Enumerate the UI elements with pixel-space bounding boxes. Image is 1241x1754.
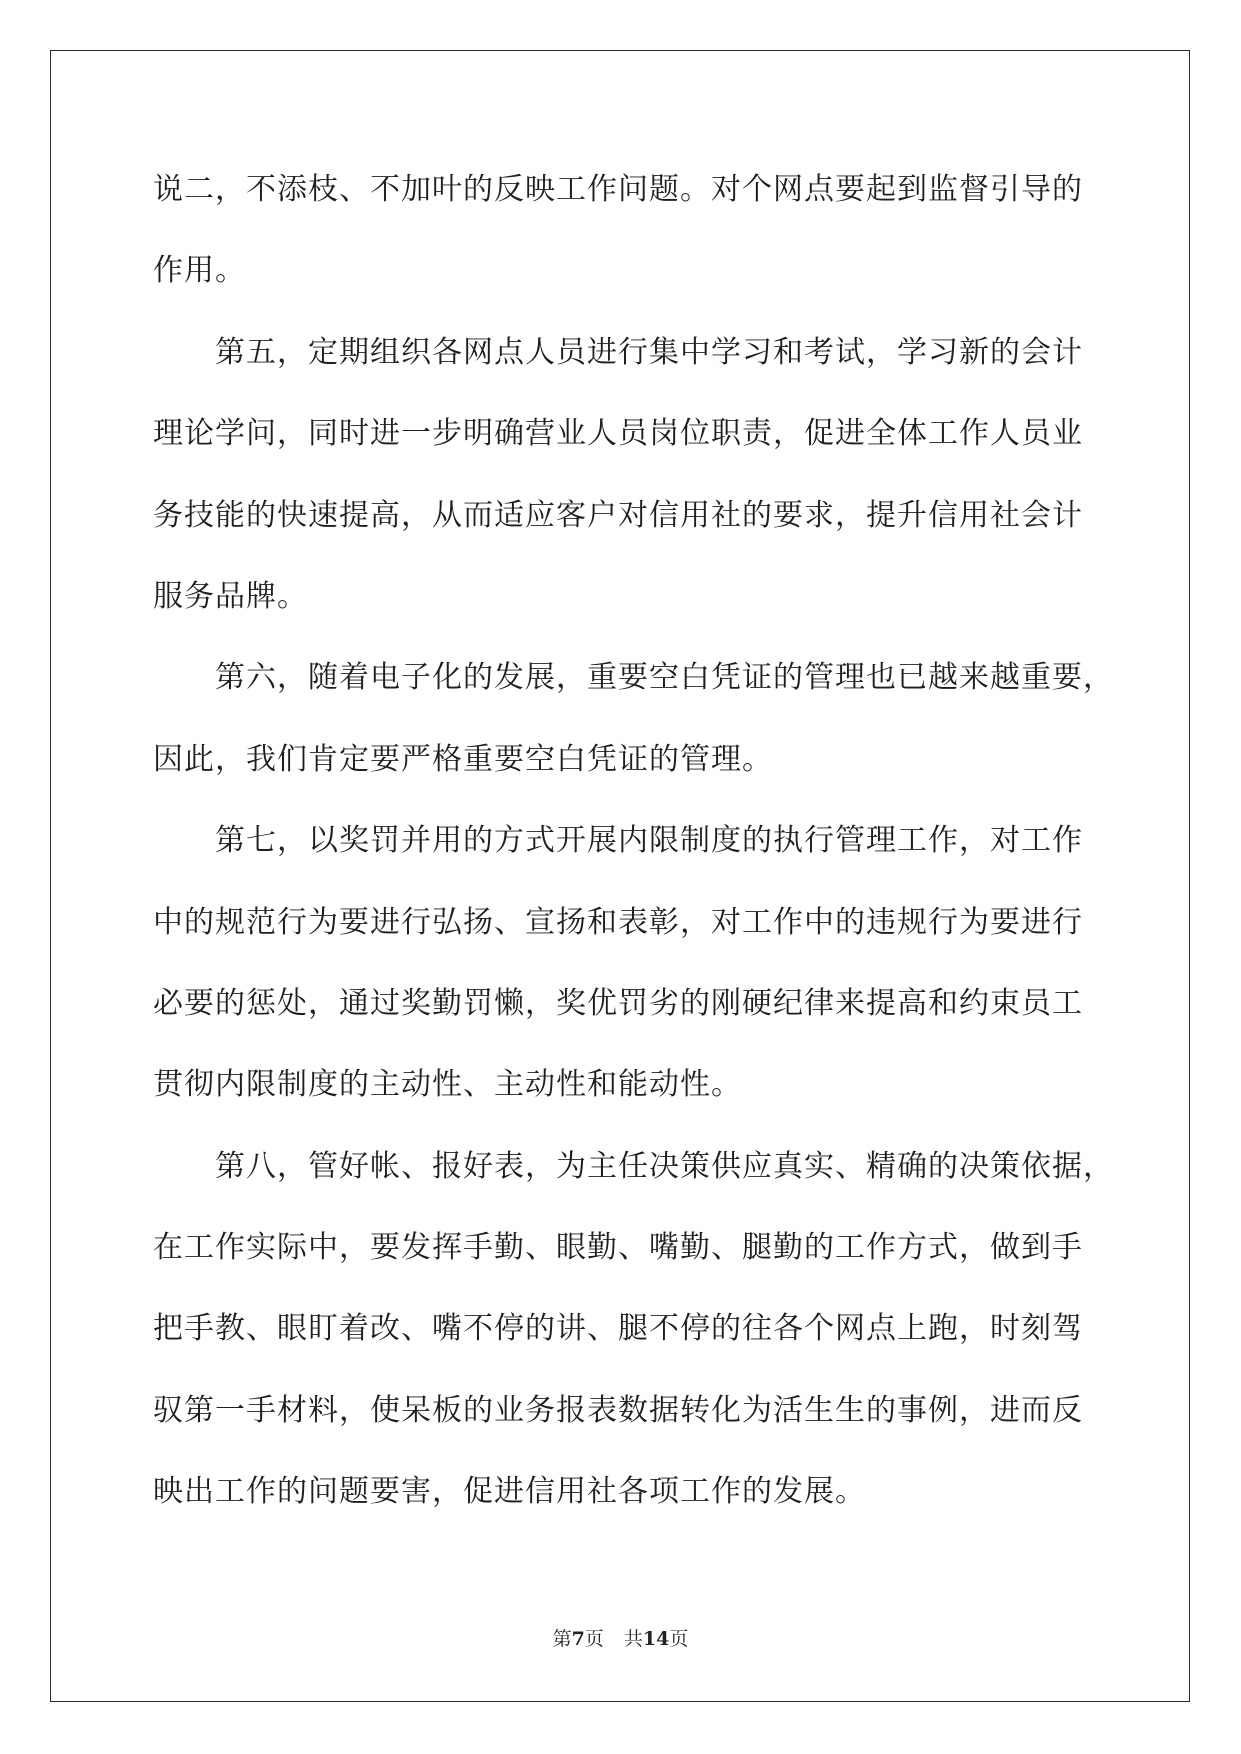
- paragraph-line: 服务品牌。: [153, 578, 308, 614]
- page-number-label: [553, 1628, 604, 1650]
- paragraph-line: 中的规范行为要进行弘扬、宣扬和表彰，对工作中的违规行为要进行: [153, 904, 1083, 940]
- total-pages-label: [624, 1628, 688, 1650]
- paragraph-line: 说二，不添枝、不加叶的反映工作问题。对个网点要起到监督引导的: [153, 172, 1083, 207]
- paragraph-line: 第六，随着电子化的发展，重要空白凭证的管理也已越来越重要，: [215, 660, 1114, 696]
- paragraph-line: 贯彻内限制度的主动性、主动性和能动性。: [153, 1067, 742, 1103]
- paragraph-line: 第七，以奖罚并用的方式开展内限制度的执行管理工作，对工作: [215, 823, 1083, 859]
- document-body: [153, 149, 1153, 1533]
- page-suffix: 页: [584, 1628, 604, 1650]
- paragraph-line: 必要的惩处，通过奖勤罚懒，奖优罚劣的刚硬纪律来提高和约束员工: [153, 985, 1083, 1021]
- paragraph: [153, 1126, 1153, 1533]
- page-prefix: 第: [552, 1628, 572, 1650]
- paragraph-line: 务技能的快速提高，从而适应客户对信用社的要求，提升信用社会计: [153, 497, 1083, 533]
- paragraph: [153, 637, 1153, 800]
- paragraph-line: 因此，我们肯定要严格重要空白凭证的管理。: [153, 741, 773, 777]
- paragraph: [153, 149, 1153, 312]
- paragraph-line: 把手教、眼盯着改、嘴不停的讲、腿不停的往各个网点上跑，时刻驾: [153, 1311, 1083, 1347]
- paragraph-line: 作用。: [153, 253, 246, 289]
- paragraph-line: 驭第一手材料，使呆板的业务报表数据转化为活生生的事例，进而反: [153, 1392, 1083, 1428]
- paragraph-line: 映出工作的问题要害，促进信用社各项工作的发展。: [153, 1474, 866, 1510]
- paragraph-line: 第八，管好帐、报好表，为主任决策供应真实、精确的决策依据，: [215, 1148, 1114, 1184]
- paragraph-line: 第五，定期组织各网点人员进行集中学习和考试，学习新的会计: [215, 334, 1083, 370]
- paragraph: [153, 312, 1153, 638]
- paragraph-line: 在工作实际中，要发挥手勤、眼勤、嘴勤、腿勤的工作方式，做到手: [153, 1230, 1083, 1266]
- total-suffix: 页: [669, 1628, 689, 1650]
- page-number: 7: [571, 1628, 585, 1650]
- total-prefix: 共: [623, 1628, 643, 1650]
- page-footer: [0, 1624, 1241, 1651]
- total-pages-number: 14: [642, 1628, 670, 1650]
- paragraph-line: 理论学问，同时进一步明确营业人员岗位职责，促进全体工作人员业: [153, 416, 1083, 452]
- paragraph: [153, 800, 1153, 1126]
